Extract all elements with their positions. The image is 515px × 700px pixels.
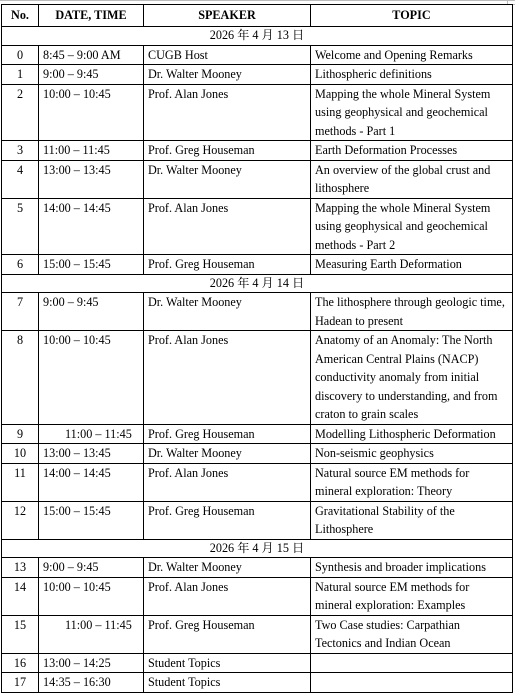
session-row [2, 444, 513, 464]
session-number: 14 [2, 577, 39, 615]
session-time: 15:00 – 15:45 [39, 255, 144, 275]
session-topic: Natural source EM methods for mineral exploration: Theory [311, 463, 513, 501]
session-row [2, 463, 513, 501]
session-row [2, 577, 513, 615]
session-number: 13 [2, 558, 39, 578]
date-row [2, 539, 513, 558]
header-row [2, 5, 513, 27]
session-time: 14:35 – 16:30 [39, 673, 144, 693]
session-topic: Welcome and Opening Remarks [311, 45, 513, 65]
session-number: 3 [2, 141, 39, 161]
date-cell: 2026 年 4 月 14 日 [2, 274, 513, 293]
session-number: 5 [2, 198, 39, 255]
session-speaker: Prof. Greg Houseman [144, 255, 311, 275]
session-row [2, 65, 513, 85]
session-speaker: Prof. Alan Jones [144, 331, 311, 425]
session-time: 10:00 – 10:45 [39, 577, 144, 615]
session-topic: Measuring Earth Deformation [311, 255, 513, 275]
session-speaker: Prof. Alan Jones [144, 463, 311, 501]
session-topic: The lithosphere through geologic time, Hadean to present [311, 293, 513, 331]
session-speaker: Dr. Walter Mooney [144, 444, 311, 464]
session-speaker: Prof. Alan Jones [144, 198, 311, 255]
schedule-body [2, 27, 513, 693]
session-topic: Anatomy of an Anomaly: The North American Central Plains (NACP) conductivity anomaly from initial discovery to understanding, and from craton to grain scales [311, 331, 513, 425]
session-topic: Synthesis and broader implications [311, 558, 513, 578]
session-time: 13:00 – 13:45 [39, 160, 144, 198]
session-number: 11 [2, 463, 39, 501]
session-time: 9:00 – 9:45 [39, 65, 144, 85]
session-row [2, 141, 513, 161]
session-time: 14:00 – 14:45 [39, 198, 144, 255]
session-time: 11:00 – 11:45 [39, 141, 144, 161]
session-topic: Earth Deformation Processes [311, 141, 513, 161]
session-row [2, 293, 513, 331]
session-speaker: Dr. Walter Mooney [144, 160, 311, 198]
session-row [2, 424, 513, 444]
session-row [2, 84, 513, 141]
session-speaker: Student Topics [144, 673, 311, 693]
date-row [2, 27, 513, 46]
session-time: 9:00 – 9:45 [39, 293, 144, 331]
session-time: 11:00 – 11:45 [39, 424, 144, 444]
session-speaker: Student Topics [144, 653, 311, 673]
session-row [2, 673, 513, 693]
session-number: 7 [2, 293, 39, 331]
session-number: 2 [2, 84, 39, 141]
session-row [2, 160, 513, 198]
session-speaker: Prof. Greg Houseman [144, 141, 311, 161]
session-row [2, 653, 513, 673]
session-topic: Mapping the whole Mineral System using geophysical and geochemical methods - Part 2 [311, 198, 513, 255]
session-topic: Lithospheric definitions [311, 65, 513, 85]
header-topic: TOPIC [311, 5, 513, 27]
date-cell: 2026 年 4 月 15 日 [2, 539, 513, 558]
session-speaker: Prof. Greg Houseman [144, 501, 311, 539]
session-topic: Modelling Lithospheric Deformation [311, 424, 513, 444]
date-row [2, 274, 513, 293]
session-time: 13:00 – 14:25 [39, 653, 144, 673]
session-number: 4 [2, 160, 39, 198]
page-top-rule [0, 0, 515, 3]
session-time: 10:00 – 10:45 [39, 84, 144, 141]
session-speaker: Dr. Walter Mooney [144, 293, 311, 331]
session-topic: Non-seismic geophysics [311, 444, 513, 464]
session-topic [311, 673, 513, 693]
session-time: 13:00 – 13:45 [39, 444, 144, 464]
session-speaker: CUGB Host [144, 45, 311, 65]
header-no: No. [2, 5, 39, 27]
session-row [2, 255, 513, 275]
session-row [2, 558, 513, 578]
header-speaker: SPEAKER [144, 5, 311, 27]
session-row [2, 501, 513, 539]
session-speaker: Prof. Greg Houseman [144, 424, 311, 444]
session-number: 10 [2, 444, 39, 464]
date-cell: 2026 年 4 月 13 日 [2, 27, 513, 46]
header-date-time: DATE, TIME [39, 5, 144, 27]
session-topic: Natural source EM methods for mineral exploration: Examples [311, 577, 513, 615]
session-number: 6 [2, 255, 39, 275]
session-time: 9:00 – 9:45 [39, 558, 144, 578]
session-row [2, 615, 513, 653]
session-speaker: Prof. Greg Houseman [144, 615, 311, 653]
schedule-table [1, 4, 513, 693]
session-time: 10:00 – 10:45 [39, 331, 144, 425]
session-number: 12 [2, 501, 39, 539]
session-topic [311, 653, 513, 673]
session-topic: Mapping the whole Mineral System using geophysical and geochemical methods - Part 1 [311, 84, 513, 141]
session-number: 15 [2, 615, 39, 653]
session-number: 0 [2, 45, 39, 65]
session-time: 14:00 – 14:45 [39, 463, 144, 501]
session-row [2, 45, 513, 65]
session-time: 15:00 – 15:45 [39, 501, 144, 539]
session-number: 17 [2, 673, 39, 693]
session-speaker: Dr. Walter Mooney [144, 65, 311, 85]
session-time: 11:00 – 11:45 [39, 615, 144, 653]
session-number: 1 [2, 65, 39, 85]
session-topic: Gravitational Stability of the Lithosphere [311, 501, 513, 539]
session-speaker: Dr. Walter Mooney [144, 558, 311, 578]
session-row [2, 331, 513, 425]
session-speaker: Prof. Alan Jones [144, 577, 311, 615]
session-number: 8 [2, 331, 39, 425]
session-topic: An overview of the global crust and lithosphere [311, 160, 513, 198]
session-number: 9 [2, 424, 39, 444]
session-topic: Two Case studies: Carpathian Tectonics and Indian Ocean [311, 615, 513, 653]
session-time: 8:45 – 9:00 AM [39, 45, 144, 65]
session-row [2, 198, 513, 255]
session-speaker: Prof. Alan Jones [144, 84, 311, 141]
session-number: 16 [2, 653, 39, 673]
